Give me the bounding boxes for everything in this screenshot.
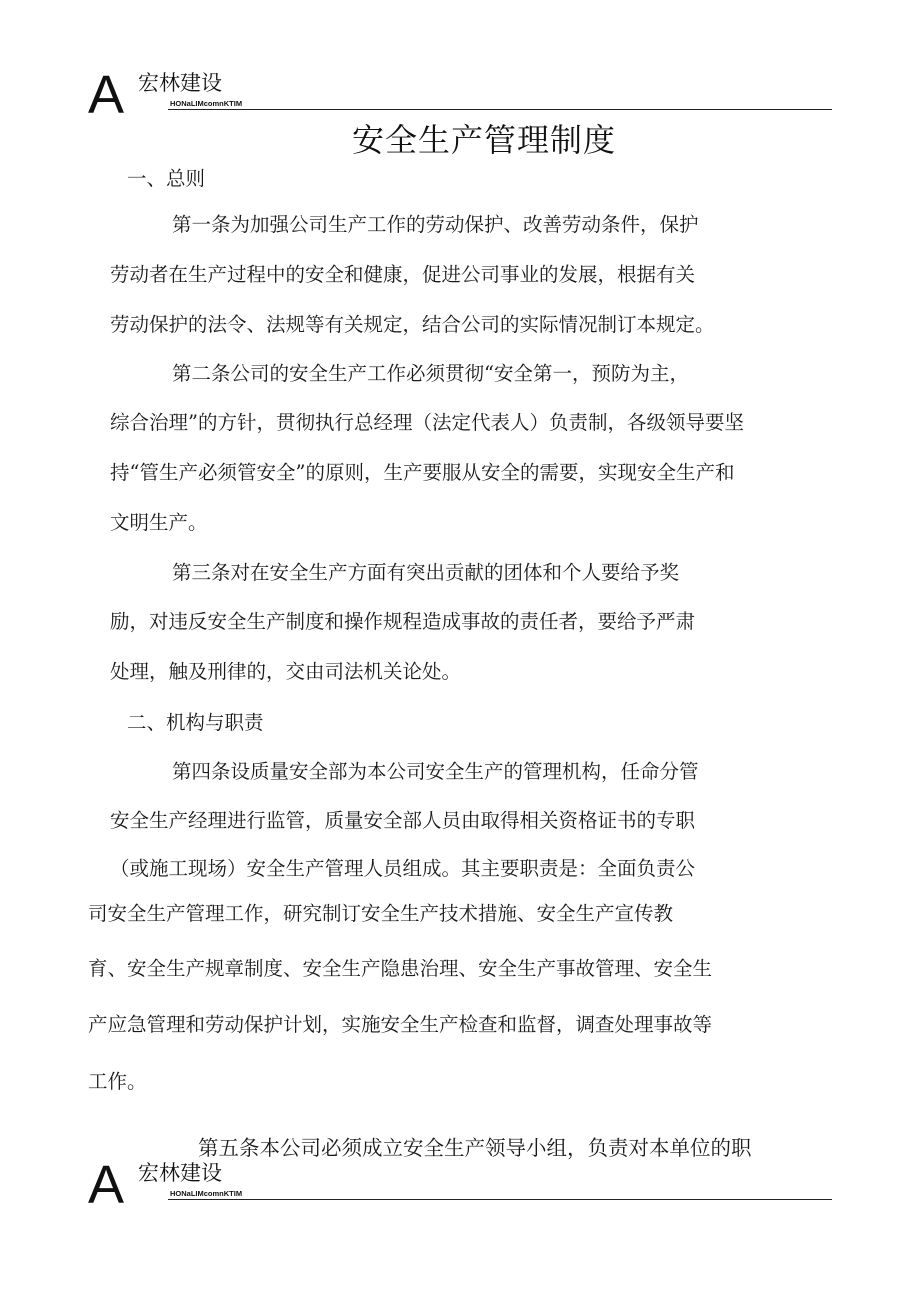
company-logo-letter: A xyxy=(88,65,125,125)
page-footer-header xyxy=(88,1155,832,1215)
paragraph-line: 文明生产。 xyxy=(110,511,208,534)
paragraph-line: 育、安全生产规章制度、安全生产隐患治理、安全生产事故管理、安全生 xyxy=(88,957,713,980)
paragraph-line: 产应急管理和劳动保护计划，实施安全生产检查和监督，调查处理事故等 xyxy=(88,1013,713,1036)
company-name-en: HONaLIMcomnKTIM xyxy=(170,99,243,108)
header-rule xyxy=(168,109,832,110)
company-name: 宏林建设 xyxy=(138,71,222,95)
document-title: 安全生产管理制度 xyxy=(351,121,616,159)
paragraph-line: 工作。 xyxy=(88,1070,147,1093)
company-name-en: HONaLIMcomnKTIM xyxy=(170,1189,243,1198)
paragraph-line: 综合治理”的方针，贯彻执行总经理（法定代表人）负责制，各级领导要坚 xyxy=(110,411,744,434)
paragraph-line: 第二条公司的安全生产工作必须贯彻“安全第一，预防为主， xyxy=(172,362,689,385)
paragraph-line: 第四条设质量安全部为本公司安全生产的管理机构，任命分管 xyxy=(172,760,699,783)
paragraph-line: 第三条对在安全生产方面有突出贡献的团体和个人要给予奖 xyxy=(172,561,680,584)
paragraph-line: 司安全生产管理工作，研究制订安全生产技术措施、安全生产宣传教 xyxy=(88,902,674,925)
paragraph-line: 劳动者在生产过程中的安全和健康，促进公司事业的发展，根据有关 xyxy=(110,263,696,286)
paragraph-line: 劳动保护的法令、法规等有关规定，结合公司的实际情况制订本规定。 xyxy=(110,313,715,336)
paragraph-line: 持“管生产必须管安全”的原则，生产要服从安全的需要，实现安全生产和 xyxy=(110,461,735,484)
paragraph-line: 安全生产经理进行监管，质量安全部人员由取得相关资格证书的专职 xyxy=(110,809,696,832)
section-heading-general: 一、总则 xyxy=(127,167,206,190)
paragraph-line: 励，对违反安全生产制度和操作规程造成事故的责任者，要给予严肃 xyxy=(110,610,696,633)
header-rule xyxy=(168,1199,832,1200)
paragraph-line: 处理，触及刑律的，交由司法机关论处。 xyxy=(110,660,462,683)
paragraph-line: 第五条本公司必须成立安全生产领导小组，负责对本单位的职 xyxy=(198,1136,752,1160)
company-name: 宏林建设 xyxy=(138,1161,222,1185)
company-logo-letter: A xyxy=(88,1155,125,1215)
section-heading-organization: 二、机构与职责 xyxy=(127,711,264,734)
paragraph-line: 第一条为加强公司生产工作的劳动保护、改善劳动条件，保护 xyxy=(172,213,699,236)
paragraph-line: （或施工现场）安全生产管理人员组成。其主要职责是：全面负责公 xyxy=(110,857,696,880)
page-header xyxy=(88,65,832,125)
